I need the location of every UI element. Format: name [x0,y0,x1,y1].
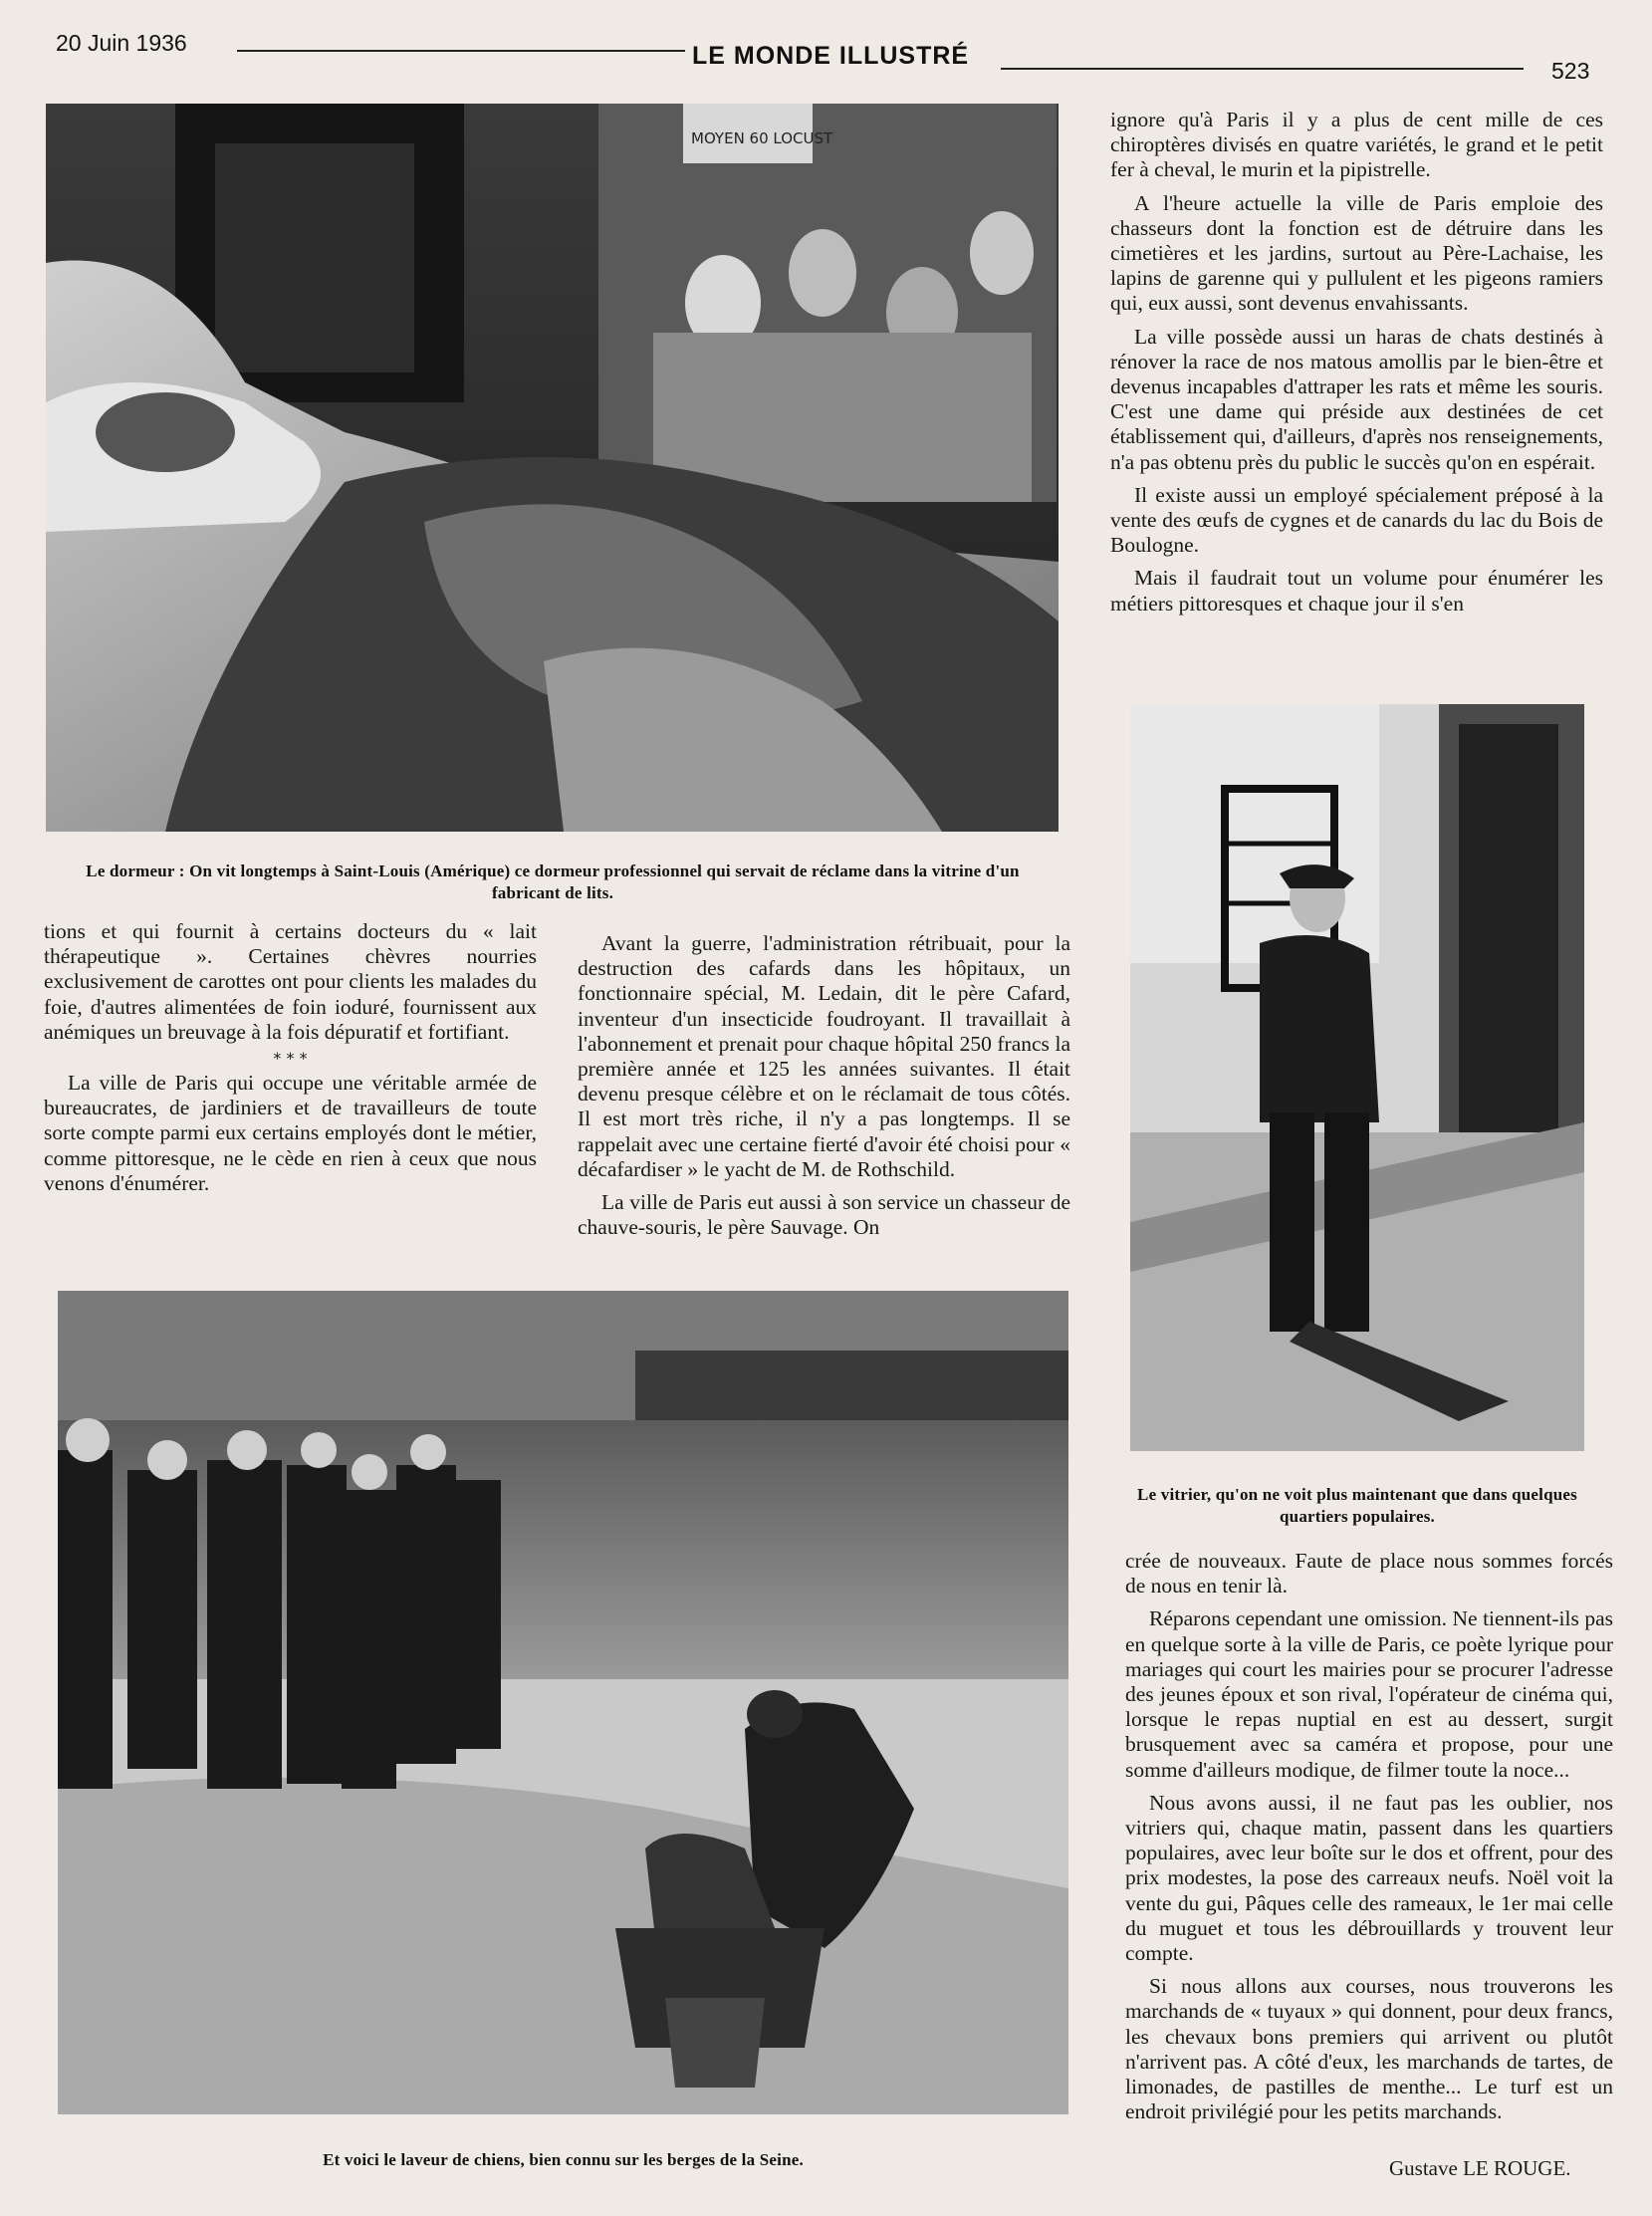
sleeper-photo-art [46,104,1059,832]
glazier-photo [1130,704,1584,1451]
header-rule-right [1001,68,1524,70]
sleeper-photo [46,104,1059,832]
middle-left-column [44,919,537,1204]
paragraph: La ville de Paris eut aussi à son service un chasseur de chauve-souris, le père Sauvage. On [578,1190,1070,1240]
header-rule-left [237,50,685,52]
masthead-title: LE MONDE ILLUSTRÉ [692,42,970,70]
page-number: 523 [1551,58,1590,84]
shop-sign-text: MOYEN 60 LOCUST [691,129,833,147]
paragraph: Nous avons aussi, il ne faut pas les oublier, nos vitriers qui, chaque matin, passent dans les quartiers populaires, avec leur boîte sur le dos et offrent, pour des prix modestes, la pose des carreaux neufs. Noël voit la vente du gui, Pâques celle des rameaux, le 1er mai celle du muguet et tous les débrouillards y trouvent leur compte. [1125,1790,1613,1966]
paragraph: La ville possède aussi un haras de chats destinés à rénover la race de nos matous amollis par le bien-être et devenus incapables d'attraper les rats et même les souris. C'est une dame qui préside aux destinées de cet établissement qui, d'ailleurs, d'après nos renseignements, n'a pas obtenu près du public le succès qu'on en espérait. [1110,324,1603,474]
paragraph: La ville de Paris qui occupe une véritable armée de bureaucrates, de jardiniers et de travailleurs de toute sorte compte parmi eux certains employés dont le métier, comme pittoresque, ne le cède en rien à ceux que nous venons d'énumérer. [44,1071,537,1195]
right-column-bottom [1125,1549,1613,2132]
middle-center-column [578,931,1070,1248]
right-column-top [1110,108,1603,624]
dog-washer-caption: Et voici le laveur de chiens, bien connu sur les berges de la Seine. [323,2150,804,2169]
paragraph: tions et qui fournit à certains docteurs du « lait thérapeutique ». Certaines chèvres nourries exclusivement de carottes ont pour clients les malades du foie, d'autres alimentées de foin ioduré, fournissent aux anémiques un breuvage à la fois dépuratif et fortifiant. [44,919,537,1044]
paragraph: crée de nouveaux. Faute de place nous sommes forcés de nous en tenir là. [1125,1549,1613,1599]
paragraph: Avant la guerre, l'administration rétribuait, pour la destruction des cafards dans les hôpitaux, un fonctionnaire spécial, M. Ledain, dit le père Cafard, inventeur d'un insecticide foudroyant. Il travaillait à l'abonnement et prenait pour chaque hôpital 250 francs la première année et 125 les années suivantes. Il était devenu presque célèbre et on le réclamait de tous côtés. Il est mort très riche, il n'y a pas longtemps. Il se rappelait avec une certaine fierté d'avoir été choisi pour « décafardiser » le yacht de M. de Rothschild. [578,931,1070,1181]
issue-date: 20 Juin 1936 [56,30,187,56]
paragraph: A l'heure actuelle la ville de Paris emploie des chasseurs dont la fonction est de détruire dans les cimetières et les jardins, surtout au Père-Lachaise, les lapins de garenne qui y pullulent et les pigeons ramiers qui, eux aussi, sont devenus envahissants. [1110,190,1603,316]
glazier-caption: Le vitrier, qu'on ne voit plus maintenant que dans quelques quartiers populaires. [1137,1485,1577,1526]
paragraph: Réparons cependant une omission. Ne tiennent-ils pas en quelque sorte à la ville de Paris, ce poète lyrique pour mariages qui court les mairies pour se procurer l'adresse des jeunes époux et son rival, l'opérateur de cinéma qui, lorsque le repas nuptial en est au dessert, surgit brusquement avec sa caméra et propose, pour une somme d'ailleurs modique, de filmer toute la noce... [1125,1606,1613,1782]
paragraph: Il existe aussi un employé spécialement préposé à la vente des œufs de cygnes et de canards du lac du Bois de Boulogne. [1110,482,1603,558]
dog-washer-photo [58,1291,1068,2114]
paragraph: ignore qu'à Paris il y a plus de cent mille de ces chiroptères divisés en quatre variétés, le grand et le petit fer à cheval, le murin et la pipistrelle. [1110,108,1603,182]
paragraph: Si nous allons aux courses, nous trouverons les marchands de « tuyaux » qui donnent, pour deux francs, les chevaux bons premiers qui arrivent ou plutôt n'arrivent pas. A côté d'eux, les marchands de tartes, de limonades, de pastilles de menthe... Le turf est un endroit privilégié pour les petits marchands. [1125,1974,1613,2124]
dog-washer-photo-art [58,1291,1068,2114]
paragraph: Mais il faudrait tout un volume pour énumérer les métiers pittoresques et chaque jour il s'en [1110,566,1603,616]
sleeper-caption: Le dormeur : On vit longtemps à Saint-Louis (Amérique) ce dormeur professionnel qui servait de réclame dans la vitrine d'un fabricant de lits. [86,862,1020,902]
section-separator: * * * [273,1049,308,1069]
glazier-photo-art [1130,704,1584,1451]
author-signature: Gustave LE ROUGE. [1389,2156,1571,2180]
